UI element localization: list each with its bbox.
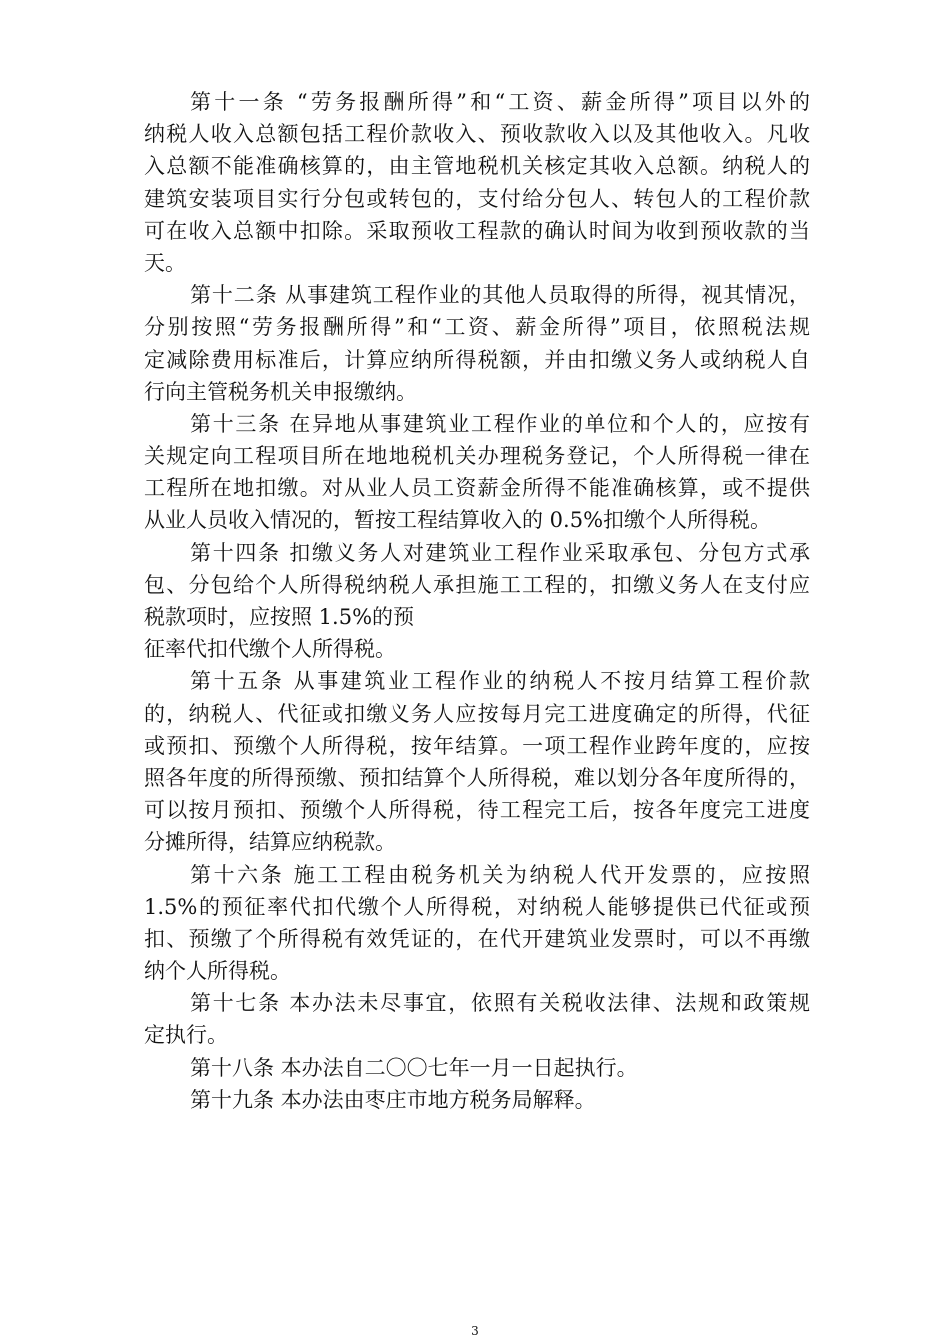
text-line: 第十一条 “劳务报酬所得”和“工资、薪金所得”项目以外的 <box>190 90 810 114</box>
text-line: 的，纳税人、代征或扣缴义务人应按每月完工进度确定的所得，代征 <box>144 701 810 726</box>
text-line: 第十九条 本办法由枣庄市地方税务局解释。 <box>190 1087 596 1112</box>
text-line: 定执行。 <box>144 1023 228 1048</box>
text-line: 扣、预缴了个所得税有效凭证的，在代开建筑业发票时，可以不再缴 <box>144 926 810 951</box>
page-number: 3 <box>471 1324 479 1338</box>
text-line: 行向主管税务机关申报缴纳。 <box>144 379 417 404</box>
text-line: 分别按照“劳务报酬所得”和“工资、薪金所得”项目，依照税法规 <box>144 315 810 340</box>
text-line: 第十二条 从事建筑工程作业的其他人员取得的所得，视其情况， <box>190 283 810 308</box>
text-line: 纳税人收入总额包括工程价款收入、预收款收入以及其他收入。凡收 <box>144 122 810 147</box>
text-line: 建筑安装项目实行分包或转包的，支付给分包人、转包人的工程价款 <box>144 186 810 211</box>
text-line: 天。 <box>144 250 186 275</box>
text-line: 工程所在地扣缴。对从业人员工资薪金所得不能准确核算，或不提供 <box>144 476 810 501</box>
document-body <box>144 86 810 1116</box>
text-line: 纳个人所得税。 <box>144 959 291 984</box>
text-line: 第十三条 在异地从事建筑业工程作业的单位和个人的，应按有 <box>190 411 810 436</box>
text-line: 定减除费用标准后，计算应纳所得税额，并由扣缴义务人或纳税人自 <box>144 347 810 372</box>
text-line: 可在收入总额中扣除。采取预收工程款的确认时间为收到预收款的当 <box>144 218 810 243</box>
text-line: 或预扣、预缴个人所得税，按年结算。一项工程作业跨年度的，应按 <box>144 733 810 758</box>
text-line: 从业人员收入情况的，暂按工程结算收入的 0.5%扣缴个人所得税。 <box>144 508 772 533</box>
text-line: 关规定向工程项目所在地地税机关办理税务登记，个人所得税一律在 <box>144 444 810 469</box>
text-line: 征率代扣代缴个人所得税。 <box>144 637 396 662</box>
text-line: 第十八条 本办法自二〇〇七年一月一日起执行。 <box>190 1055 638 1080</box>
text-line: 照各年度的所得预缴、预扣结算个人所得税，难以划分各年度所得的， <box>144 765 810 790</box>
text-line: 入总额不能准确核算的，由主管地税机关核定其收入总额。纳税人的 <box>144 154 810 179</box>
text-line: 可以按月预扣、预缴个人所得税，待工程完工后，按各年度完工进度 <box>144 798 810 823</box>
text-line: 第十六条 施工工程由税务机关为纳税人代开发票的，应按照 <box>190 862 810 887</box>
text-line: 1.5%的预征率代扣代缴个人所得税，对纳税人能够提供已代征或预 <box>144 894 810 919</box>
text-line: 第十四条 扣缴义务人对建筑业工程作业采取承包、分包方式承 <box>190 540 810 565</box>
text-line: 第十七条 本办法未尽事宜，依照有关税收法律、法规和政策规 <box>190 991 810 1016</box>
text-line: 税款项时，应按照 1.5%的预 <box>144 605 415 629</box>
text-line: 包、分包给个人所得税纳税人承担施工工程的，扣缴义务人在支付应 <box>144 572 810 597</box>
text-line: 第十五条 从事建筑业工程作业的纳税人不按月结算工程价款 <box>190 669 810 694</box>
text-line: 分摊所得，结算应纳税款。 <box>144 830 396 855</box>
